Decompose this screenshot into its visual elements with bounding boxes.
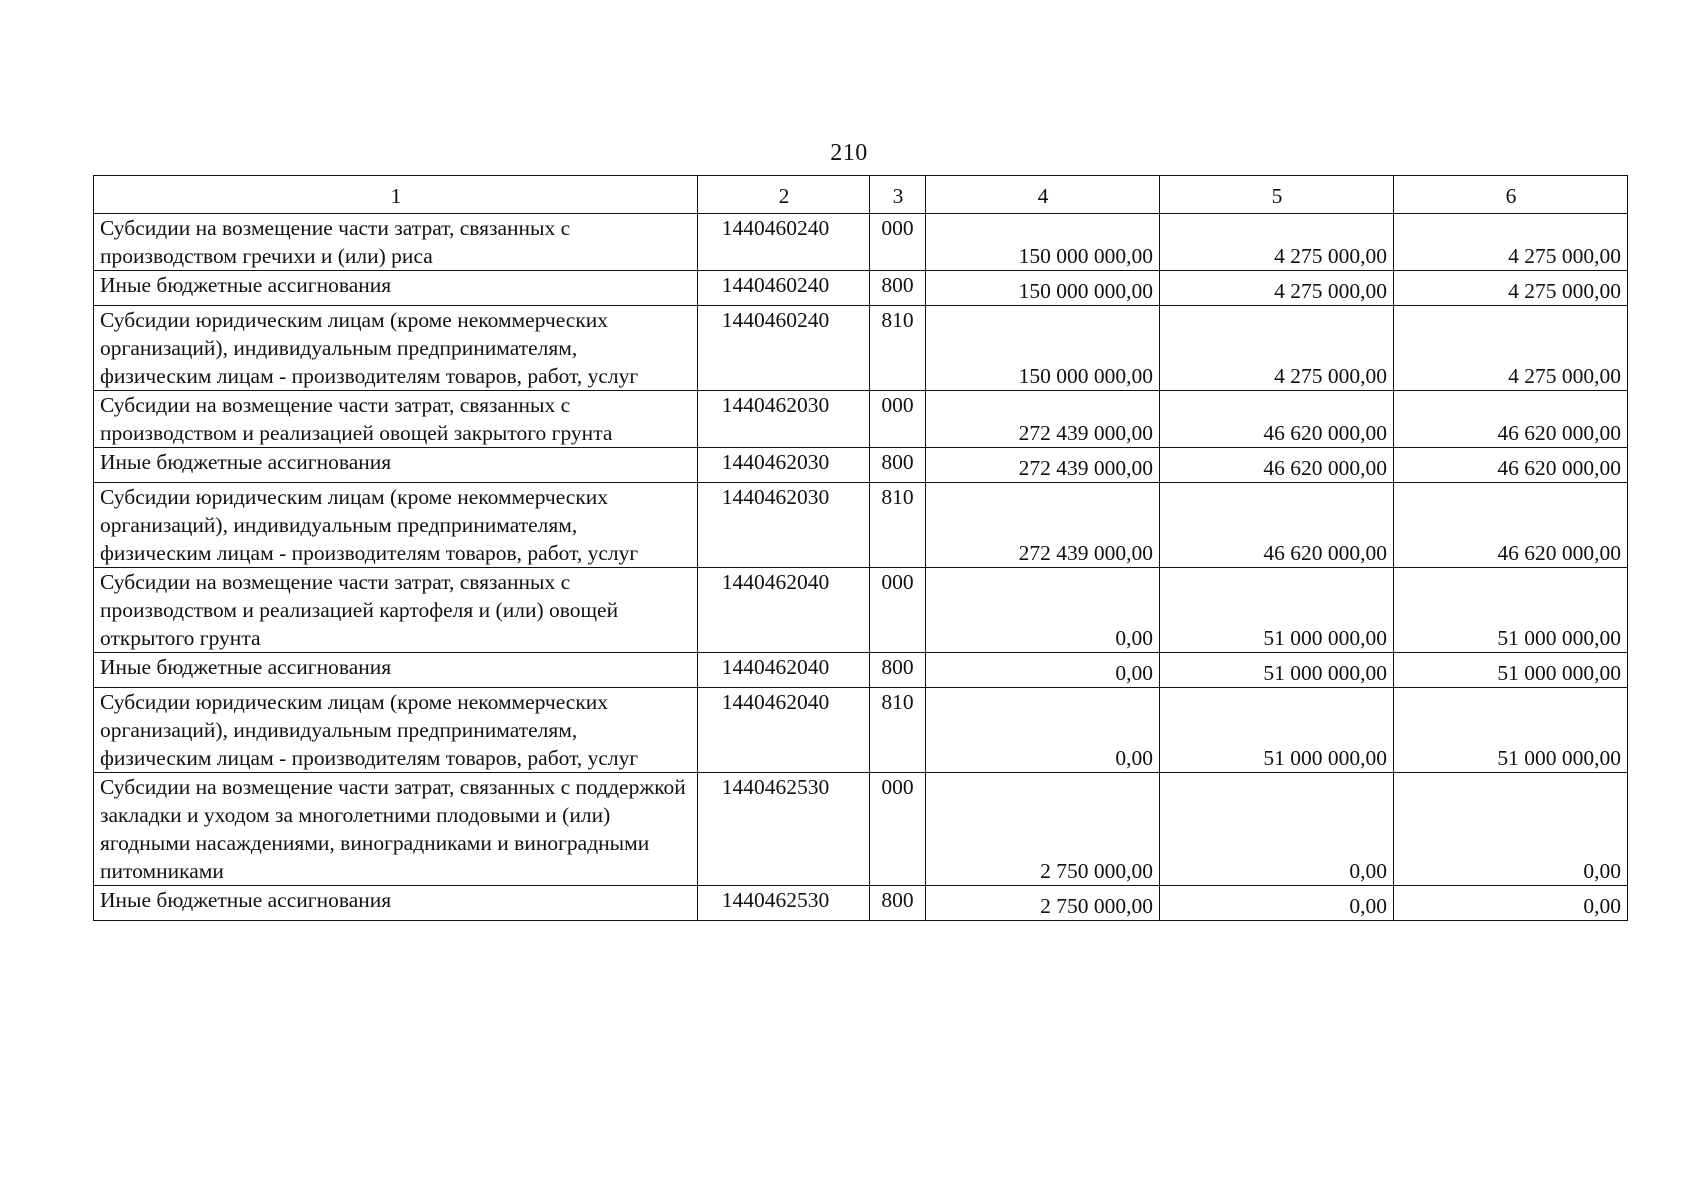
page-number: 210 [830,140,868,166]
row-name: Иные бюджетные ассигнования [94,271,698,306]
row-value-6: 4 275 000,00 [1394,271,1628,306]
column-header: 5 [1160,176,1394,214]
row-value-5: 51 000 000,00 [1160,568,1394,653]
table-row [94,653,1628,688]
row-code: 1440462030 [698,483,870,568]
row-value-5: 46 620 000,00 [1160,483,1394,568]
row-value-4: 272 439 000,00 [926,448,1160,483]
row-name: Субсидии на возмещение части затрат, связанных с производством и реализацией картофеля и (или) овощей открытого грунта [94,568,698,653]
budget-table [93,175,1628,921]
row-value-4: 150 000 000,00 [926,306,1160,391]
table-row [94,568,1628,653]
row-value-6: 0,00 [1394,886,1628,921]
column-header: 2 [698,176,870,214]
row-value-4: 2 750 000,00 [926,886,1160,921]
column-header: 6 [1394,176,1628,214]
table-row [94,271,1628,306]
row-value-6: 0,00 [1394,773,1628,886]
row-name: Иные бюджетные ассигнования [94,886,698,921]
row-code: 1440460240 [698,306,870,391]
row-value-4: 272 439 000,00 [926,483,1160,568]
row-value-6: 4 275 000,00 [1394,306,1628,391]
table-row [94,391,1628,448]
row-code: 1440460240 [698,271,870,306]
row-expense-type: 800 [870,886,926,921]
row-name: Субсидии на возмещение части затрат, связанных с производством и реализацией овощей закрытого грунта [94,391,698,448]
row-expense-type: 810 [870,688,926,773]
row-value-5: 46 620 000,00 [1160,448,1394,483]
row-code: 1440462030 [698,391,870,448]
row-value-5: 51 000 000,00 [1160,688,1394,773]
row-expense-type: 800 [870,653,926,688]
row-expense-type: 800 [870,271,926,306]
column-header: 4 [926,176,1160,214]
row-expense-type: 000 [870,214,926,271]
row-expense-type: 000 [870,773,926,886]
row-name: Иные бюджетные ассигнования [94,448,698,483]
column-header: 3 [870,176,926,214]
row-value-4: 150 000 000,00 [926,214,1160,271]
row-value-5: 4 275 000,00 [1160,271,1394,306]
row-value-6: 46 620 000,00 [1394,448,1628,483]
row-value-5: 4 275 000,00 [1160,306,1394,391]
row-code: 1440462040 [698,568,870,653]
row-value-4: 2 750 000,00 [926,773,1160,886]
table-row [94,448,1628,483]
row-name: Субсидии юридическим лицам (кроме некоммерческих организаций), индивидуальным предпринимателям, физическим лицам - производителям товаров, работ, услуг [94,306,698,391]
row-value-6: 4 275 000,00 [1394,214,1628,271]
row-code: 1440462530 [698,773,870,886]
table-header-row [94,176,1628,214]
row-code: 1440460240 [698,214,870,271]
row-expense-type: 800 [870,448,926,483]
table-row [94,483,1628,568]
row-expense-type: 810 [870,483,926,568]
table-row [94,214,1628,271]
row-expense-type: 000 [870,568,926,653]
row-value-6: 51 000 000,00 [1394,653,1628,688]
row-name: Субсидии на возмещение части затрат, связанных с поддержкой закладки и уходом за многолетними плодовыми и (или) ягодными насаждениями, виноградниками и виноградными питомниками [94,773,698,886]
row-value-6: 46 620 000,00 [1394,391,1628,448]
row-name: Субсидии юридическим лицам (кроме некоммерческих организаций), индивидуальным предпринимателям, физическим лицам - производителям товаров, работ, услуг [94,688,698,773]
row-code: 1440462040 [698,653,870,688]
row-value-4: 0,00 [926,688,1160,773]
row-value-6: 51 000 000,00 [1394,568,1628,653]
row-name: Иные бюджетные ассигнования [94,653,698,688]
row-value-6: 46 620 000,00 [1394,483,1628,568]
row-value-5: 46 620 000,00 [1160,391,1394,448]
row-value-4: 272 439 000,00 [926,391,1160,448]
row-expense-type: 000 [870,391,926,448]
column-header: 1 [94,176,698,214]
row-code: 1440462530 [698,886,870,921]
row-name: Субсидии на возмещение части затрат, связанных с производством гречихи и (или) риса [94,214,698,271]
row-code: 1440462030 [698,448,870,483]
row-value-5: 0,00 [1160,773,1394,886]
row-value-4: 150 000 000,00 [926,271,1160,306]
row-value-5: 51 000 000,00 [1160,653,1394,688]
row-value-4: 0,00 [926,568,1160,653]
row-code: 1440462040 [698,688,870,773]
row-expense-type: 810 [870,306,926,391]
table-row [94,688,1628,773]
row-value-4: 0,00 [926,653,1160,688]
table-row [94,306,1628,391]
row-value-5: 0,00 [1160,886,1394,921]
table-row [94,773,1628,886]
row-value-5: 4 275 000,00 [1160,214,1394,271]
row-value-6: 51 000 000,00 [1394,688,1628,773]
table-row [94,886,1628,921]
row-name: Субсидии юридическим лицам (кроме некоммерческих организаций), индивидуальным предпринимателям, физическим лицам - производителям товаров, работ, услуг [94,483,698,568]
